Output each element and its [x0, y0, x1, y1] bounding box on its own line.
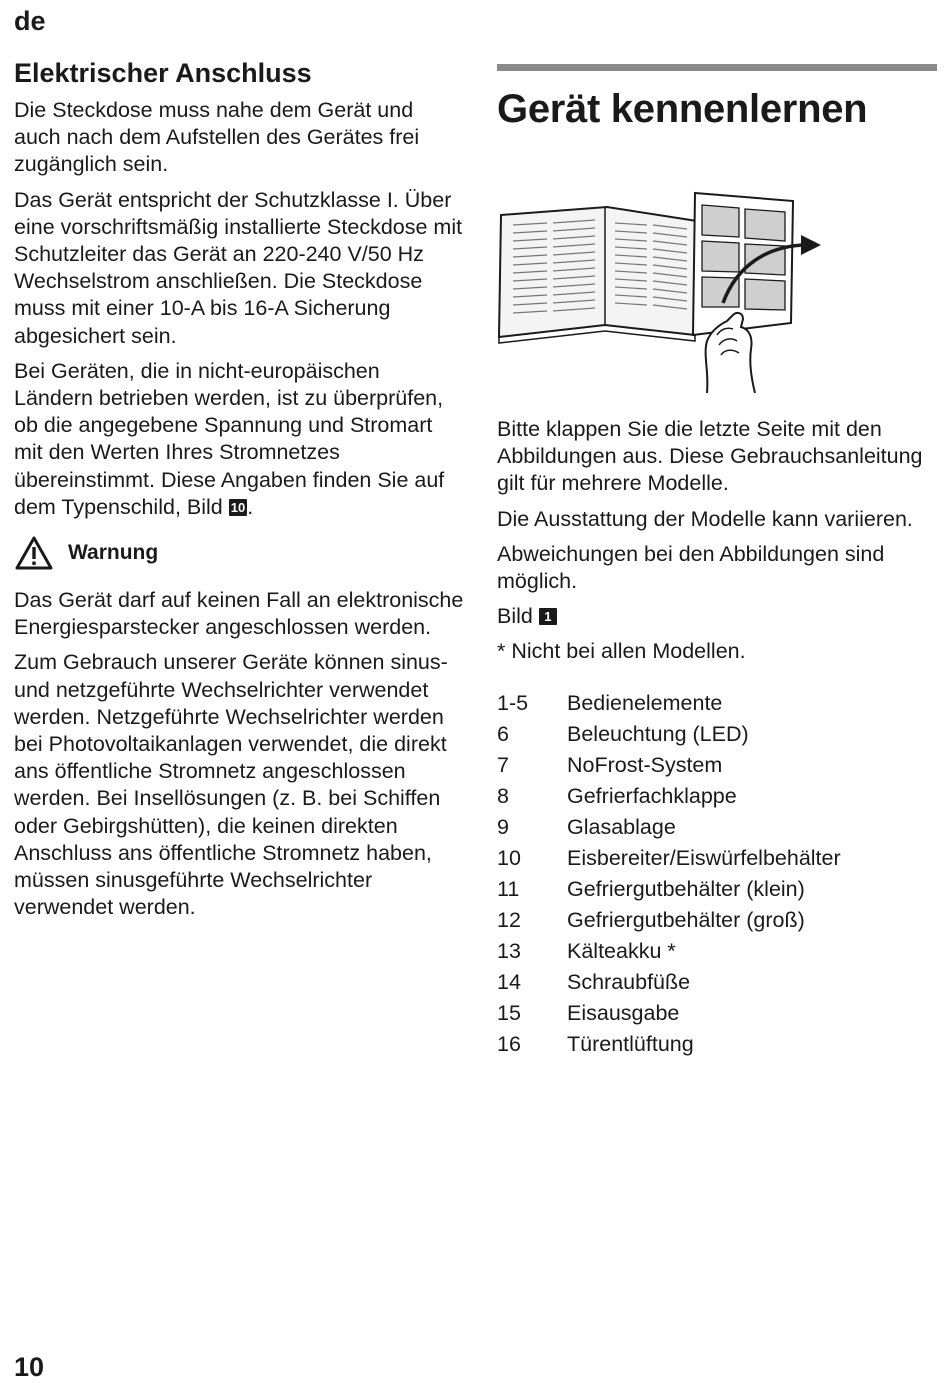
part-label: Gefriergutbehälter (klein) [567, 876, 805, 901]
paragraph-deviations: Abweichungen bei den Abbildungen sind möglich. [497, 541, 885, 594]
list-item [497, 874, 937, 905]
right-column [497, 64, 937, 1060]
part-label: NoFrost-System [567, 752, 723, 777]
paragraph-non-european-text: Bei Geräten, die in nicht-europäischen Ländern betrieben werden, ist zu überprüfen, ob die angegebene Spannung und Stromart mit den Werten Ihres Stromnetzes übereinstimmt. Diese Angaben finden Sie auf dem Typenschild, Bild [14, 358, 445, 519]
part-number: 6 [497, 721, 509, 746]
part-number: 16 [497, 1031, 521, 1056]
part-number: 11 [497, 876, 520, 901]
part-number: 8 [497, 783, 509, 808]
part-label: Eisbereiter/Eiswürfelbehälter [567, 845, 841, 870]
list-item [497, 1029, 937, 1060]
warning-header [14, 535, 464, 571]
figure-ref-1: 1 [539, 608, 557, 625]
part-label: Gefriergutbehälter (groß) [567, 907, 805, 932]
part-label: Eisausgabe [567, 1000, 680, 1025]
paragraph-non-european [14, 358, 464, 521]
list-item [497, 843, 937, 874]
list-item [497, 688, 937, 719]
paragraph-inverters: Zum Gebrauch unserer Geräte können sinus- und netzgeführte Wechselrichter verwendet werden. Netzgeführte Wechselrichter werden bei Photovoltaikanlagen verwendet, die direkt ans öffentliche Stromnetz angeschlossen werden. Bei Insellösungen (z. B. bei Schiffen oder Gebirgshütten), die keinen direkten Anschluss ans öffentliche Stromnetz haben, müssen sinusgeführte Wechselrichter verwendet werden. [14, 650, 448, 920]
part-number: 14 [497, 969, 521, 994]
part-label: Türentlüftung [567, 1031, 694, 1056]
page-title: Gerät kennenlernen [497, 87, 868, 131]
part-number: 13 [497, 938, 521, 963]
list-item [497, 781, 937, 812]
list-item [497, 750, 937, 781]
warning-triangle-icon [14, 535, 54, 571]
paragraph-foldout: Bitte klappen Sie die letzte Seite mit den Abbildungen aus. Diese Gebrauchsanleitung gilt für mehrere Modelle. [497, 417, 923, 496]
part-label: Schraubfüße [567, 969, 691, 994]
figure-ref-10: 10 [230, 499, 246, 515]
left-column [14, 57, 464, 929]
part-number: 15 [497, 1000, 521, 1025]
page-number: 10 [14, 1352, 45, 1382]
part-label: Kälteakku * [567, 938, 676, 963]
part-number: 1-5 [497, 690, 529, 715]
part-label: Beleuchtung (LED) [567, 721, 749, 746]
warning-label: Warnung [68, 541, 159, 565]
part-label: Bedienelemente [567, 690, 723, 715]
list-item [497, 967, 937, 998]
paragraph-protection-class: Das Gerät entspricht der Schutzklasse I. Über eine vorschriftsmäßig installierte Steckdose mit Schutzleiter das Gerät an 220-240 V/50 Hz Wechselstrom anschließen. Die Steckdose muss mit einer 10-A bis 16-A Sicherung abgesichert sein. [14, 187, 463, 348]
list-item [497, 998, 937, 1029]
figure-reference-line [497, 603, 937, 630]
paragraph-end-period: . [247, 494, 254, 519]
list-item [497, 905, 937, 936]
list-item [497, 719, 937, 750]
part-number: 9 [497, 814, 509, 839]
title-bar-divider [497, 64, 937, 71]
part-number: 7 [497, 752, 509, 777]
foldout-page-illustration [497, 185, 827, 393]
paragraph-equipment: Die Ausstattung der Modelle kann variieren. [497, 506, 913, 531]
paragraph-energy-saver: Das Gerät darf auf keinen Fall an elektronische Energiesparstecker angeschlossen werden. [14, 588, 464, 640]
footnote-models: * Nicht bei allen Modellen. [497, 639, 746, 664]
bild-label: Bild [497, 604, 533, 629]
list-item [497, 812, 937, 843]
part-number: 10 [497, 845, 521, 870]
paragraph-socket: Die Steckdose muss nahe dem Gerät und auch nach dem Aufstellen des Gerätes frei zugänglich sein. [14, 98, 420, 177]
part-label: Gefrierfachklappe [567, 783, 737, 808]
part-label: Glasablage [567, 814, 676, 839]
section-heading-electrical: Elektrischer Anschluss [14, 58, 312, 88]
parts-list [497, 688, 937, 1060]
part-number: 12 [497, 907, 521, 932]
language-code: de [14, 6, 46, 36]
list-item [497, 936, 937, 967]
